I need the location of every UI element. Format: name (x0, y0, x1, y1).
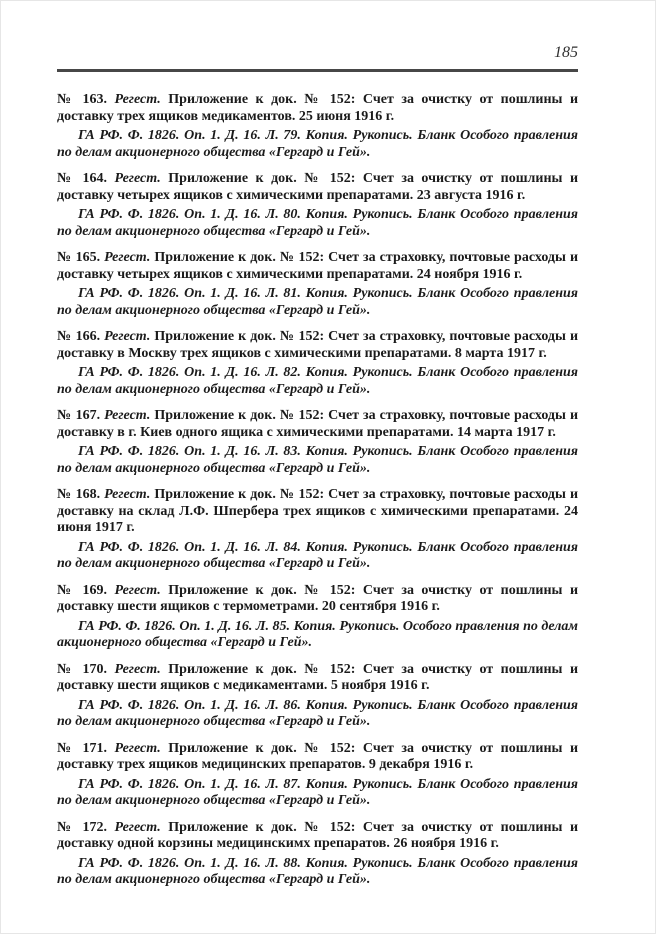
entry-number: № 170. (57, 661, 108, 677)
entry-main-paragraph (57, 329, 578, 362)
entry (57, 329, 578, 398)
entry-main-paragraph (57, 820, 578, 853)
entry-description: Приложение к док. № 152: Счет за очистку от пошлины и доставку одной корзины медицинскимх препаратов. 26 ноября 1916 г. (57, 819, 579, 851)
entry-number: № 169. (57, 582, 108, 598)
regest-label: Регест. (104, 408, 151, 423)
entry-main-paragraph (57, 741, 578, 774)
entry (57, 250, 578, 319)
regest-label: Регест. (114, 171, 161, 186)
entry-number: № 165. (57, 250, 101, 265)
entry-description: Приложение к док. № 152: Счет за страховку, почтовые расходы и доставку в г. Киев одного ящика с химическими препаратами. 14 марта 1917 г. (57, 408, 579, 440)
entry (57, 741, 578, 810)
entry-number: № 171. (57, 740, 108, 756)
entry (57, 171, 578, 240)
entry (57, 408, 578, 477)
entry-number: № 163. (57, 92, 108, 107)
entries-list (57, 92, 578, 889)
entry-main-paragraph (57, 408, 578, 441)
entry-main-paragraph (57, 171, 578, 204)
entry-main-paragraph (57, 487, 578, 537)
archive-reference: ГА РФ. Ф. 1826. Оп. 1. Д. 16. Л. 80. Копия. Рукопись. Бланк Особого правления по делам акционерного общества «Гергард и Гей». (57, 207, 578, 239)
archive-reference: ГА РФ. Ф. 1826. Оп. 1. Д. 16. Л. 82. Копия. Рукопись. Бланк Особого правления по делам акционерного общества «Гергард и Гей». (57, 365, 578, 397)
entry (57, 583, 578, 652)
archive-reference: ГА РФ. Ф. 1826. Оп. 1. Д. 16. Л. 87. Копия. Рукопись. Бланк Особого правления по делам акционерного общества «Гергард и Гей». (57, 776, 578, 808)
archive-reference: ГА РФ. Ф. 1826. Оп. 1. Д. 16. Л. 85. Копия. Рукопись. Особого правления по делам акционерного общества «Гергард и Гей». (57, 618, 578, 650)
regest-label: Регест. (104, 487, 151, 502)
entry (57, 820, 578, 889)
entry-main-paragraph (57, 583, 578, 616)
entry-number: № 166. (57, 329, 101, 344)
regest-label: Регест. (114, 740, 161, 756)
entry-main-paragraph (57, 662, 578, 695)
entry-description: Приложение к док. № 152: Счет за страховку, почтовые расходы и доставку четырех ящиков с химическими препаратами. 24 ноября 1916 г. (57, 250, 579, 282)
entry-description: Приложение к док. № 152: Счет за очистку от пошлины и доставку шести ящиков с термометрами. 20 сентября 1916 г. (57, 582, 579, 614)
page-number: 185 (554, 44, 578, 61)
entry-number: № 168. (57, 487, 101, 502)
regest-label: Регест. (114, 661, 161, 677)
archive-reference: ГА РФ. Ф. 1826. Оп. 1. Д. 16. Л. 88. Копия. Рукопись. Бланк Особого правления по делам акционерного общества «Гергард и Гей». (57, 855, 578, 887)
archive-reference: ГА РФ. Ф. 1826. Оп. 1. Д. 16. Л. 84. Копия. Рукопись. Бланк Особого правления по делам акционерного общества «Гергард и Гей». (57, 539, 578, 571)
entry-description: Приложение к док. № 152: Счет за страховку, почтовые расходы и доставку в Москву трех ящиков с химическими препаратами. 8 марта 1917 г. (57, 329, 579, 361)
entry-description: Приложение к док. № 152: Счет за очистку от пошлины и доставку трех ящиков медицинских препаратов. 9 декабря 1916 г. (57, 740, 579, 772)
entry-description: Приложение к док. № 152: Счет за очистку от пошлины и доставку четырех ящиков с химическими препаратами. 23 августа 1916 г. (57, 171, 579, 203)
regest-label: Регест. (114, 582, 161, 598)
entry-main-paragraph (57, 250, 578, 283)
regest-label: Регест. (114, 819, 161, 835)
entry (57, 487, 578, 573)
archive-reference: ГА РФ. Ф. 1826. Оп. 1. Д. 16. Л. 86. Копия. Рукопись. Бланк Особого правления по делам акционерного общества «Гергард и Гей». (57, 697, 578, 729)
entry-number: № 172. (57, 819, 108, 835)
entry-description: Приложение к док. № 152: Счет за страховку, почтовые расходы и доставку на склад Л.Ф. Шпербера трех ящиков с химическими препаратами. 24 июня 1917 г. (57, 487, 579, 535)
entry-number: № 164. (57, 171, 108, 186)
header-rule (57, 69, 578, 72)
entry-main-paragraph (57, 92, 578, 125)
archive-reference: ГА РФ. Ф. 1826. Оп. 1. Д. 16. Л. 79. Копия. Рукопись. Бланк Особого правления по делам акционерного общества «Гергард и Гей». (57, 128, 578, 160)
regest-label: Регест. (114, 92, 161, 107)
regest-label: Регест. (104, 250, 151, 265)
entry-description: Приложение к док. № 152: Счет за очистку от пошлины и доставку шести ящиков с медикаментами. 5 ноября 1916 г. (57, 661, 579, 693)
entry-number: № 167. (57, 408, 101, 423)
archive-reference: ГА РФ. Ф. 1826. Оп. 1. Д. 16. Л. 81. Копия. Рукопись. Бланк Особого правления по делам акционерного общества «Гергард и Гей». (57, 286, 578, 318)
entry-description: Приложение к док. № 152: Счет за очистку от пошлины и доставку трех ящиков медикаментов. 25 июня 1916 г. (57, 92, 579, 124)
entry (57, 92, 578, 161)
archive-reference: ГА РФ. Ф. 1826. Оп. 1. Д. 16. Л. 83. Копия. Рукопись. Бланк Особого правления по делам акционерного общества «Гергард и Гей». (57, 444, 578, 476)
entry (57, 662, 578, 731)
regest-label: Регест. (104, 329, 151, 344)
